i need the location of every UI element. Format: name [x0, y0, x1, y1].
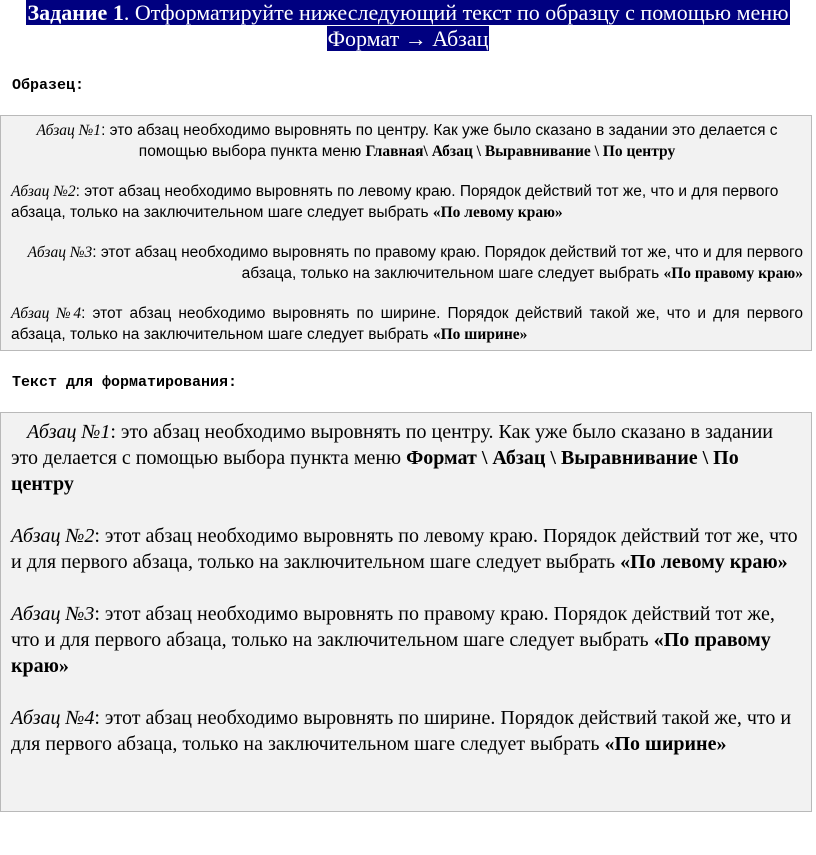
- task-title-highlight: [26, 0, 789, 51]
- paragraph-text: : этот абзац необходимо выровнять по ширине. Порядок действий такой же, что и для первого абзаца, только на заключительном шаге следует выбрать: [11, 305, 803, 343]
- paragraph-text: : этот абзац необходимо выровнять по левому краю. Порядок действий тот же, что и для первого абзаца, только на заключительном шаге следует выбрать: [11, 525, 798, 573]
- paragraph-label: Абзац №4: [11, 305, 82, 322]
- paragraph-bold: Формат \ Абзац \ Выравнивание \ По центру: [11, 447, 739, 495]
- paragraph-bold: Главная\ Абзац \ Выравнивание \ По центру: [365, 143, 676, 160]
- paragraph-bold: «По правому краю»: [663, 265, 803, 282]
- format-heading: Текст для форматирования:: [12, 374, 238, 391]
- task-number: Задание 1: [27, 0, 124, 25]
- sample-box: [0, 115, 812, 351]
- paragraph-label: Абзац №2: [11, 183, 76, 200]
- paragraph-label: Абзац №4: [11, 707, 95, 729]
- sample-heading: Образец:: [12, 77, 85, 94]
- paragraph-bold: «По ширине»: [604, 733, 727, 755]
- paragraph-bold: «По левому краю»: [432, 204, 563, 221]
- paragraph-label: Абзац №1: [36, 122, 102, 139]
- paragraph-text: : этот абзац необходимо выровнять по ширине. Порядок действий такой же, что и для первого абзаца, только на заключительном шаге следует выбрать: [11, 707, 792, 755]
- paragraph-label: Абзац №1: [27, 421, 111, 443]
- sample-paragraph-4: [11, 303, 803, 345]
- paragraph-text: : этот абзац необходимо выровнять по правому краю. Порядок действий тот же, что и для первого абзаца, только на заключительном шаге следует выбрать: [92, 244, 803, 282]
- sample-paragraph-3: [11, 242, 803, 284]
- paragraph-label: Абзац №3: [11, 603, 95, 625]
- paragraph-bold: «По ширине»: [432, 326, 528, 343]
- format-paragraph-2: [11, 523, 803, 575]
- format-paragraph-1: [11, 419, 803, 497]
- task-title: [14, 0, 802, 52]
- paragraph-text: : этот абзац необходимо выровнять по левому краю. Порядок действий тот же, что и для первого абзаца, только на заключительном шаге следует выбрать: [11, 183, 779, 221]
- task-instruction: . Отформатируйте нижеследующий текст по образцу с помощью меню Формат → Абзац: [123, 0, 789, 51]
- paragraph-text: : это абзац необходимо выровнять по центру. Как уже было сказано в задании это делается с помощью выбора пункта меню: [101, 122, 778, 160]
- sample-paragraph-2: [11, 181, 803, 223]
- paragraph-label: Абзац №3: [27, 244, 93, 261]
- paragraph-bold: «По правому краю»: [11, 629, 771, 677]
- format-paragraph-4: [11, 705, 803, 757]
- sample-paragraph-1: [11, 120, 803, 162]
- paragraph-label: Абзац №2: [11, 525, 95, 547]
- format-box: [0, 412, 812, 812]
- paragraph-text: : этот абзац необходимо выровнять по правому краю. Порядок действий тот же, что и для первого абзаца, только на заключительном шаге следует выбрать: [11, 603, 775, 651]
- format-paragraph-3: [11, 601, 803, 679]
- paragraph-bold: «По левому краю»: [620, 551, 788, 573]
- paragraph-text: : это абзац необходимо выровнять по центру. Как уже было сказано в задании это делается с помощью выбора пункта меню: [11, 421, 773, 469]
